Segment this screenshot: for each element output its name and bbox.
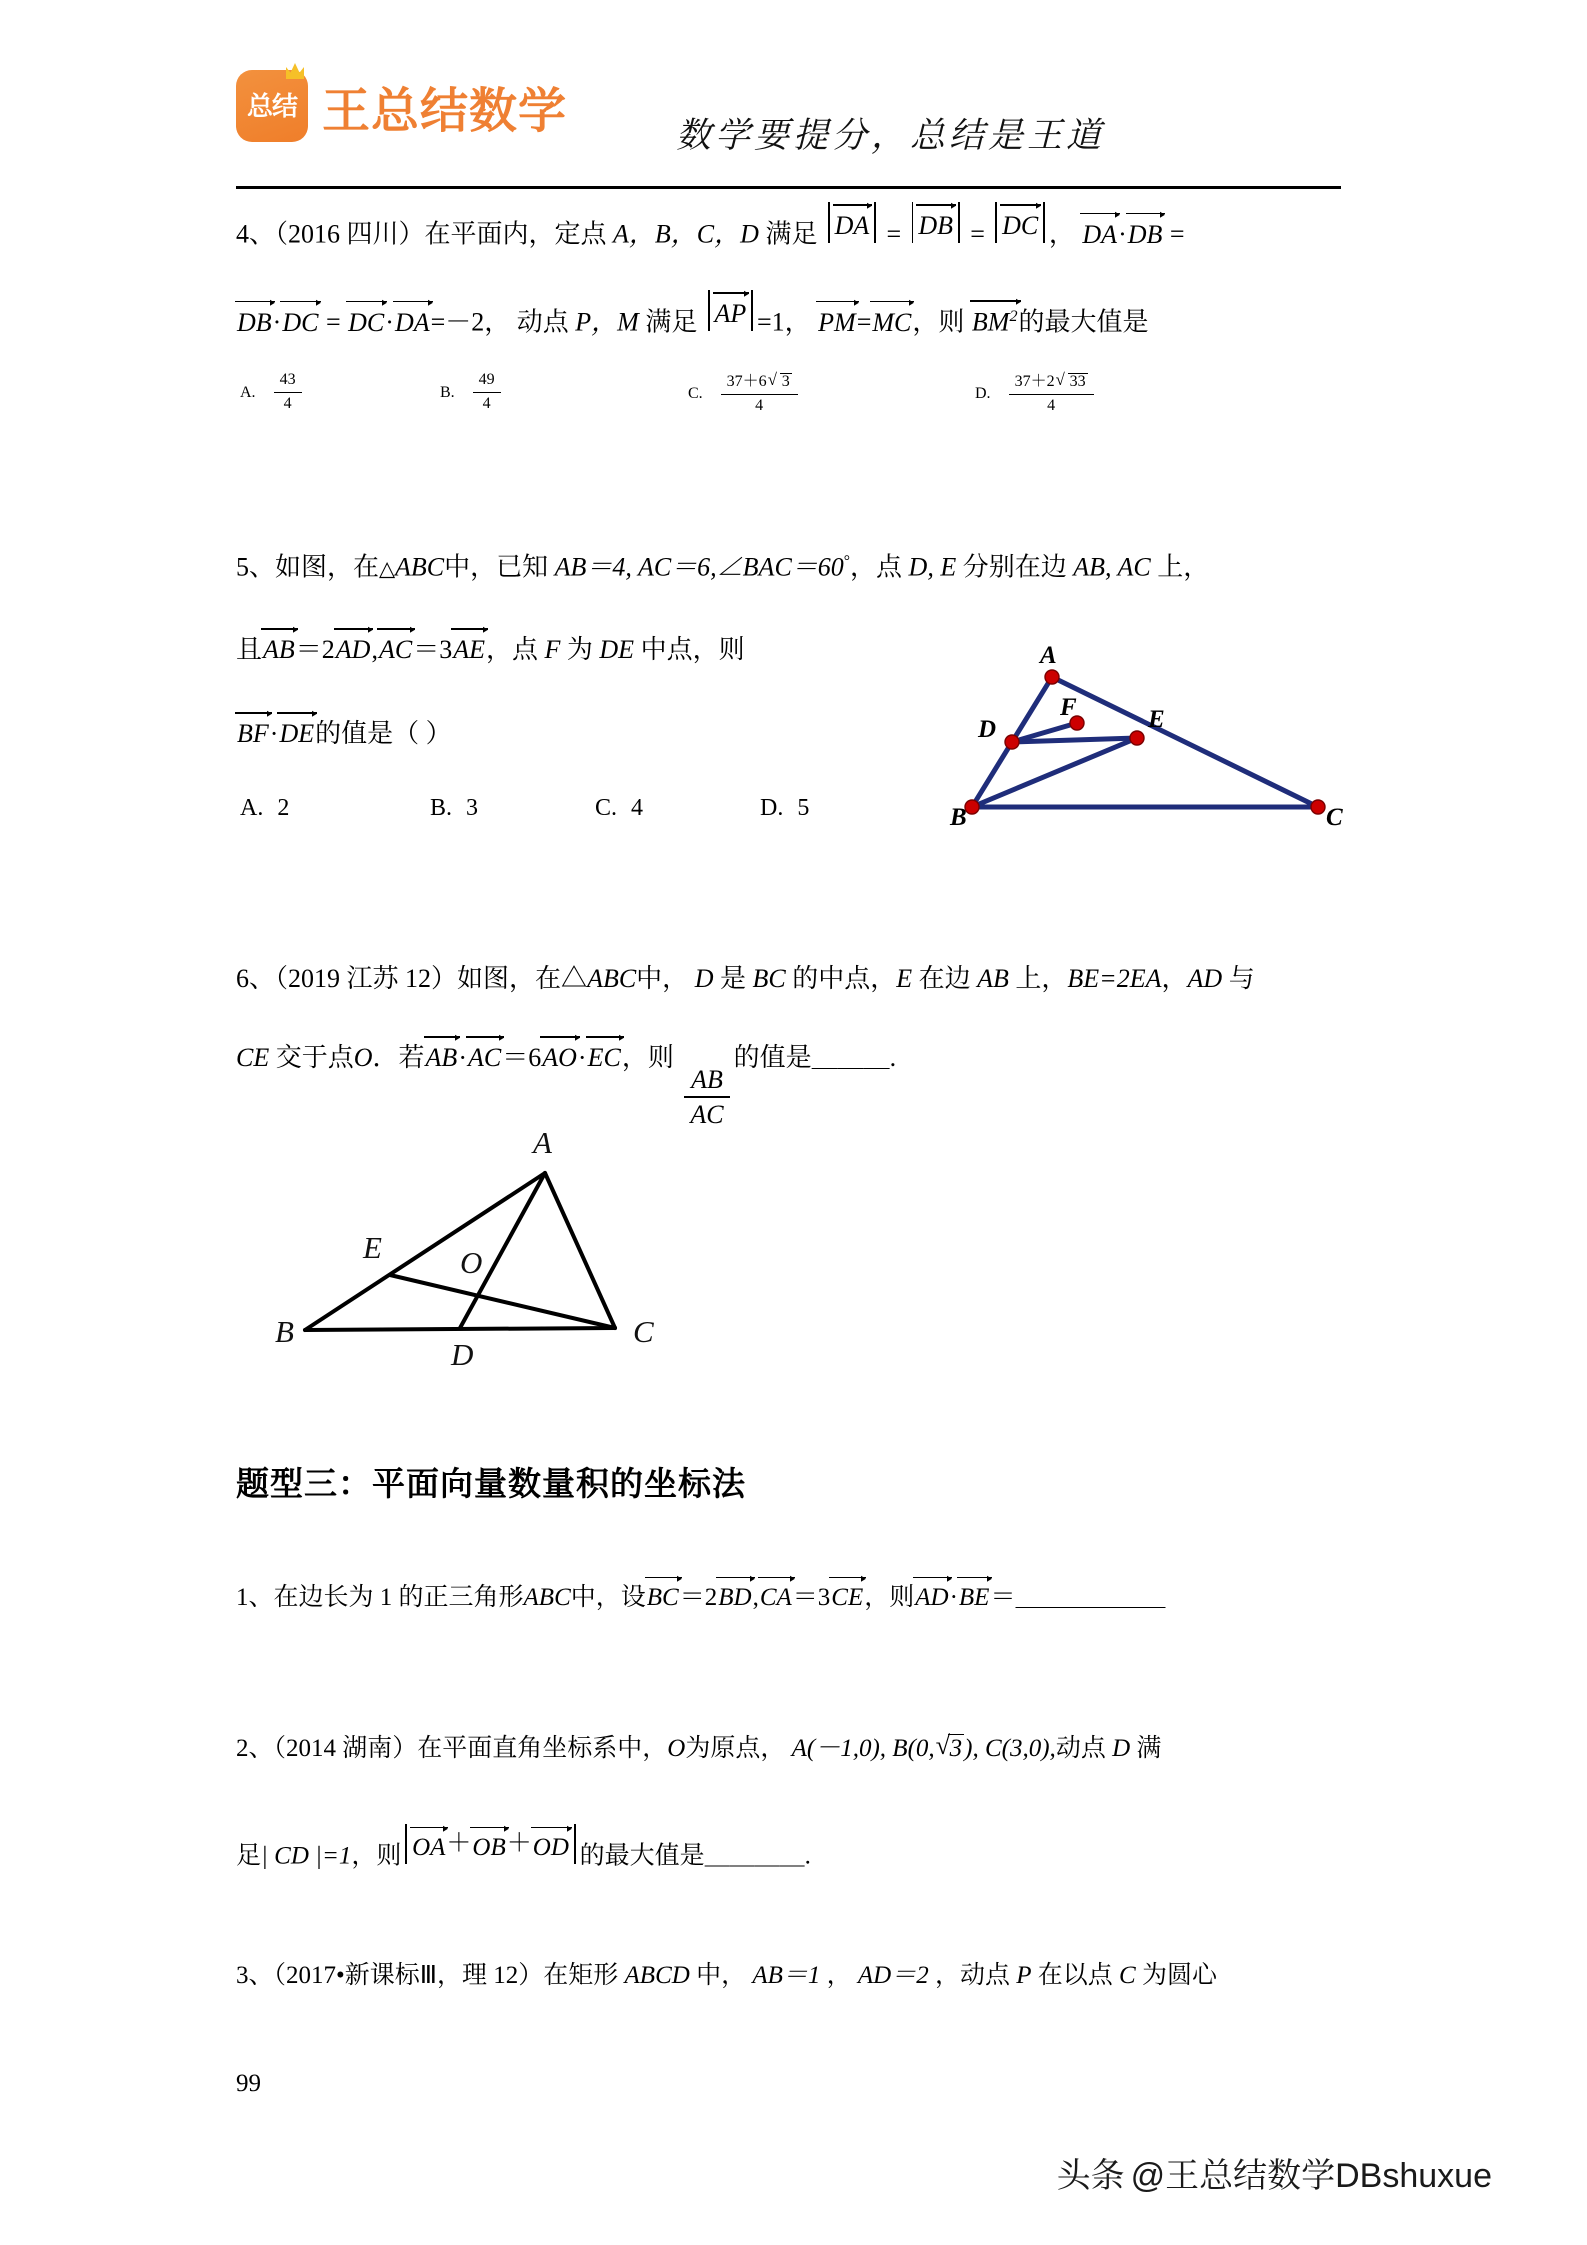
q4-l2-tail: 的最大值是 <box>1018 307 1149 337</box>
q4-eq1: = <box>886 219 902 249</box>
q5-option-d-label: D. <box>760 795 784 821</box>
q4-l2-dot1: · <box>272 307 282 337</box>
q6-label-O: O <box>460 1245 483 1280</box>
q4-eq2: = <box>970 219 985 249</box>
s3q2-abs-sum: OA ＋ OB ＋ OD <box>401 1830 579 1862</box>
s3q1-vec-ca: CA <box>759 1584 792 1611</box>
q5-vec-bf: BF <box>237 719 269 748</box>
q5-option-d-value: 5 <box>797 795 810 821</box>
q6-fraction-ab-ac: $\frac{AB}{AC}$ <box>684 1066 729 1128</box>
s3q3-a: 在矩形 <box>543 1962 619 1989</box>
q6-vec-ac: AC <box>467 1043 502 1072</box>
s3q2-l2-a: 足 <box>236 1842 262 1870</box>
page-number: 99 <box>236 2070 261 2097</box>
q5-vec-de: DE <box>279 719 315 748</box>
page-header <box>236 62 1336 182</box>
s3q1-eq2: ＝3 <box>792 1584 831 1611</box>
q5-label-F: F <box>1060 694 1077 721</box>
sqrt-icon: √ 33 <box>1055 370 1086 390</box>
q4-option-b[interactable] <box>440 372 505 413</box>
question-4-line-2 <box>236 296 1149 337</box>
q6-source: （2019 江苏 12） <box>275 964 458 993</box>
q4-l2-vec-db: DB <box>237 307 272 337</box>
s3q2-o: O <box>667 1735 686 1762</box>
s3q3-source: （2017•新课标Ⅲ，理 12） <box>273 1962 544 1989</box>
s3q2-source: （2014 湖南） <box>273 1735 418 1762</box>
s3q3-b: 中， <box>696 1962 747 1989</box>
s3q1-eq1: ＝2 <box>679 1584 718 1611</box>
q4-comma: ， <box>1048 219 1075 249</box>
q5-figure <box>930 625 1350 895</box>
q5-comma1: , <box>371 635 378 664</box>
s3q1-vec-bd: BD <box>718 1584 752 1611</box>
s3q1-comma: , <box>752 1584 759 1611</box>
watermark-handle: @王总结数学DBshuxue <box>1130 2157 1492 2195</box>
q4-l1-text-b: 满足 <box>765 219 818 249</box>
q5-l1-c: ，点 <box>850 552 903 582</box>
section-3-heading: 题型三：平面向量数量积的坐标法 <box>236 1465 746 1502</box>
q5-f: F <box>544 635 561 664</box>
q4-l2-comma: ，则 <box>912 307 965 337</box>
q4-option-b-fraction: $\frac{49}{4}$ <box>473 372 501 413</box>
q6-ab: AB <box>977 964 1009 993</box>
s3q3-number: 3、 <box>236 1962 274 1989</box>
q4-option-b-label: B. <box>440 383 455 401</box>
q4-l2-pm: P，M <box>575 307 639 337</box>
q6-bc: BC <box>752 964 786 993</box>
q4-abs-db: DB <box>908 208 964 241</box>
q5-l2-c: 为 <box>566 635 593 664</box>
s3q2-l1-c: 动点 <box>1055 1735 1106 1762</box>
q6-period: . <box>889 1043 897 1072</box>
s3q1-b: 中，设 <box>570 1584 646 1611</box>
q5-vec-ac: AC <box>378 635 413 664</box>
q5-abac: AB, AC <box>1073 552 1151 582</box>
s3q3-p: P <box>1016 1962 1032 1989</box>
q5-l1-e: 上， <box>1157 552 1210 582</box>
q4-l2-vec-dc: DC <box>282 307 319 337</box>
q6-l2-c: ，则 <box>621 1043 674 1072</box>
footer-watermark <box>1057 2148 1492 2197</box>
q6-label-C: C <box>633 1314 654 1349</box>
q5-abc: ABC <box>395 552 445 582</box>
s3q2-cd: | CD |=1 <box>261 1842 352 1870</box>
q5-vec-ae: AE <box>453 635 485 664</box>
s3q2-l1-a: 在平面直角坐标系中， <box>417 1735 668 1762</box>
q5-option-a-label: A. <box>240 795 264 821</box>
q5-label-B: B <box>950 804 967 831</box>
q6-label-E: E <box>363 1230 382 1265</box>
s3-question-2-line-1 <box>236 1733 1161 1763</box>
q4-l2-vec-pm: PM <box>818 307 856 337</box>
q5-given: AB＝4, AC＝6,∠BAC＝60 <box>554 552 844 582</box>
s3q2-answer-blank[interactable]: ＿＿＿＿ <box>704 1842 805 1870</box>
q6-l2-b: ．若 <box>372 1043 425 1072</box>
q6-answer-blank[interactable]: ＿＿＿ <box>811 1043 890 1072</box>
q6-l1-f: 上， <box>1015 964 1068 993</box>
q4-l2-vec-da: DA <box>394 307 430 337</box>
q5-degree: ° <box>843 553 851 570</box>
q4-option-a-label: A. <box>240 383 256 401</box>
q4-option-c-fraction: 37＋6 √ 3 4 <box>721 372 798 415</box>
q4-option-c-label: C. <box>688 384 703 402</box>
q6-label-A: A <box>533 1125 552 1160</box>
watermark-source: 头条 <box>1056 2157 1125 2195</box>
q4-vec-db2: DB <box>1127 219 1163 249</box>
s3q2-number: 2、 <box>236 1735 274 1762</box>
question-5-line-1 <box>236 553 1209 582</box>
q6-ad: AD <box>1187 964 1223 993</box>
q6-l1-b: 中， <box>636 964 689 993</box>
s3q1-a: 在边长为 1 的正三角形 <box>273 1584 524 1611</box>
crown-icon <box>286 63 304 79</box>
q4-abs-dc: DC <box>991 208 1049 241</box>
question-5-line-2 <box>236 632 745 665</box>
q6-l1-h: 与 <box>1228 964 1255 993</box>
q5-l2-b: ，点 <box>485 635 538 664</box>
q5-l2-d: 中点，则 <box>640 635 745 664</box>
q5-de: D, E <box>908 552 957 582</box>
s3q1-vec-ce: CE <box>831 1584 864 1611</box>
sqrt-icon: √ 3 <box>935 1731 963 1762</box>
q4-abs-da: DA <box>824 208 880 241</box>
s3q3-abcd: ABCD <box>624 1962 690 1989</box>
q6-l1-e2: 在边 <box>918 964 971 993</box>
q4-number: 4、 <box>236 219 276 249</box>
q5-l3-tail: 的值是（ ） <box>315 719 452 748</box>
q5-l1-a: 如图，在 <box>275 552 380 582</box>
s3q2-period: . <box>804 1842 811 1870</box>
q5-option-b-label: B. <box>430 795 453 821</box>
q5-option-b-value: 3 <box>466 795 479 821</box>
q6-l2-d: 的值是 <box>733 1043 812 1072</box>
q4-dot1: · <box>1118 219 1127 249</box>
s3q3-c: ， <box>826 1962 852 1989</box>
q6-label-B: B <box>275 1314 294 1349</box>
s3q3-ab: AB＝1 <box>752 1962 821 1989</box>
question-6-line-1 <box>236 965 1255 994</box>
q6-vec-ec: EC <box>587 1043 621 1072</box>
q4-l2-vec-bm: $BM^2$ <box>971 307 1018 337</box>
q6-figure <box>255 1115 695 1385</box>
q4-l2-eq1: = <box>325 307 341 337</box>
question-5-line-3 <box>236 716 452 749</box>
header-divider <box>236 186 1341 189</box>
q4-l2-dot2: · <box>385 307 394 337</box>
sqrt-icon: √ 3 <box>767 370 790 390</box>
q6-triangle-svg <box>255 1115 695 1385</box>
q6-number: 6、 <box>236 964 276 993</box>
s3q2-l1-b: 为原点， <box>685 1735 786 1762</box>
s3q2-l2-b: ，则 <box>351 1842 402 1870</box>
q4-option-a-fraction: $\frac{43}{4}$ <box>274 372 302 413</box>
q5-l3-dot: · <box>269 719 279 748</box>
q6-l2-a: 交于点 <box>275 1043 354 1072</box>
q4-option-d-label: D. <box>975 384 991 402</box>
q6-l1-c: 是 <box>719 964 746 993</box>
q6-eq: ＝6 <box>502 1043 542 1072</box>
s3q1-abc: ABC <box>523 1584 571 1611</box>
s3q2-points: A(－1,0), B(0, √ 3), C(3,0), <box>791 1731 1056 1762</box>
s3q2-d: D <box>1112 1735 1131 1762</box>
s3q1-vec-ad: AD <box>915 1584 949 1611</box>
q6-dot1: · <box>458 1043 467 1072</box>
s3-question-3 <box>236 1962 1217 1990</box>
q5-option-a[interactable] <box>240 795 289 822</box>
s3q1-number: 1、 <box>236 1584 274 1611</box>
q4-l2-text2: 满足 <box>645 307 698 337</box>
q5-vec-ab: AB <box>263 635 295 664</box>
q5-eq2: ＝3 <box>413 635 453 664</box>
q4-vec-da2: DA <box>1082 219 1118 249</box>
q6-l1-a: 如图，在 <box>457 964 562 993</box>
s3q1-answer-blank[interactable]: ＿＿＿＿＿＿ <box>1015 1584 1166 1611</box>
q5-option-a-value: 2 <box>277 795 290 821</box>
q5-option-c-label: C. <box>595 795 618 821</box>
s3q1-dot: · <box>949 1584 958 1611</box>
q4-source: （2016 四川） <box>275 219 425 249</box>
logo-badge-text: 总结 <box>246 91 297 121</box>
q5-label-C: C <box>1326 804 1343 831</box>
q4-l2-vec-mc: MC <box>872 307 912 337</box>
q4-l2-text1: 动点 <box>516 307 569 337</box>
q6-o: O <box>353 1043 373 1072</box>
q4-abs-ap: AP <box>704 296 757 329</box>
q4-l2-eq2: =－2， <box>430 307 511 337</box>
q5-option-b[interactable] <box>430 795 478 822</box>
q6-label-D: D <box>451 1337 474 1372</box>
s3q2-l1-e: 满 <box>1136 1735 1162 1762</box>
q5-label-A: A <box>1040 642 1057 669</box>
q4-l2-eq3: =1， <box>757 307 811 337</box>
s3q3-d: ，动点 <box>934 1962 1010 1989</box>
q6-d: D <box>694 964 714 993</box>
q6-dot2: · <box>577 1043 587 1072</box>
q5-option-c[interactable] <box>595 795 643 822</box>
q5-triangle-symbol: △ <box>379 557 396 581</box>
logo-brand-text: 王总结数学 <box>322 84 568 138</box>
q5-option-d[interactable] <box>760 795 809 822</box>
s3q1-c: ，则 <box>864 1584 915 1611</box>
q4-option-c[interactable] <box>688 372 802 415</box>
s3q1-vec-bc: BC <box>646 1584 679 1611</box>
q6-vec-ab: AB <box>425 1043 458 1072</box>
q4-option-d[interactable] <box>975 372 1098 415</box>
q5-label-E: E <box>1148 706 1165 733</box>
q5-l1-b: 中，已知 <box>444 552 549 582</box>
q4-option-a[interactable] <box>240 372 306 413</box>
s3-question-1 <box>236 1580 1165 1612</box>
q4-l1-vars: A，B，C，D <box>613 219 759 249</box>
q4-l1-text-a: 在平面内，定点 <box>424 219 607 249</box>
q6-l1-g: ， <box>1161 964 1188 993</box>
q4-l2-vec-dc2: DC <box>348 307 385 337</box>
s3q1-vec-be: BE <box>958 1584 990 1611</box>
s3q3-e: 在以点 <box>1037 1962 1113 1989</box>
q6-vec-ao: AO <box>542 1043 577 1072</box>
brand-logo <box>236 70 567 142</box>
s3q2-l2-c: 的最大值是 <box>579 1842 705 1870</box>
q5-eq1: ＝2 <box>295 635 335 664</box>
q6-abc: ABC <box>587 964 637 993</box>
q6-ce: CE <box>236 1043 270 1072</box>
q6-l1-d2: 的中点， <box>792 964 897 993</box>
q6-triangle-symbol: △ <box>561 964 588 993</box>
q5-l2-de: DE <box>599 635 635 664</box>
q5-number: 5、 <box>236 552 276 582</box>
s3q3-ad: AD＝2 <box>857 1962 929 1989</box>
s3-question-2-line-2 <box>236 1830 811 1870</box>
q6-be: BE=2EA <box>1067 964 1162 993</box>
q4-l2-eq4: = <box>856 307 872 337</box>
logo-badge-icon <box>236 70 308 142</box>
q5-triangle-svg <box>930 625 1350 895</box>
question-4-line-1 <box>236 208 1185 249</box>
q5-l1-d: 分别在边 <box>962 552 1067 582</box>
q5-vec-ad: AD <box>335 635 371 664</box>
s3q3-f: 为圆心 <box>1141 1962 1217 1989</box>
s3q1-eq3: ＝ <box>990 1584 1016 1611</box>
s3q3-c-point: C <box>1119 1962 1136 1989</box>
q5-label-D: D <box>978 716 997 743</box>
q4-option-d-fraction: 37＋2 √ 33 4 <box>1009 372 1094 415</box>
q5-l2-qie: 且 <box>236 635 263 664</box>
q5-option-c-value: 4 <box>631 795 644 821</box>
header-tagline: 数学要提分，总结是王道 <box>676 116 1106 155</box>
q6-e: E <box>896 964 913 993</box>
q4-eq-end: = <box>1169 219 1185 249</box>
